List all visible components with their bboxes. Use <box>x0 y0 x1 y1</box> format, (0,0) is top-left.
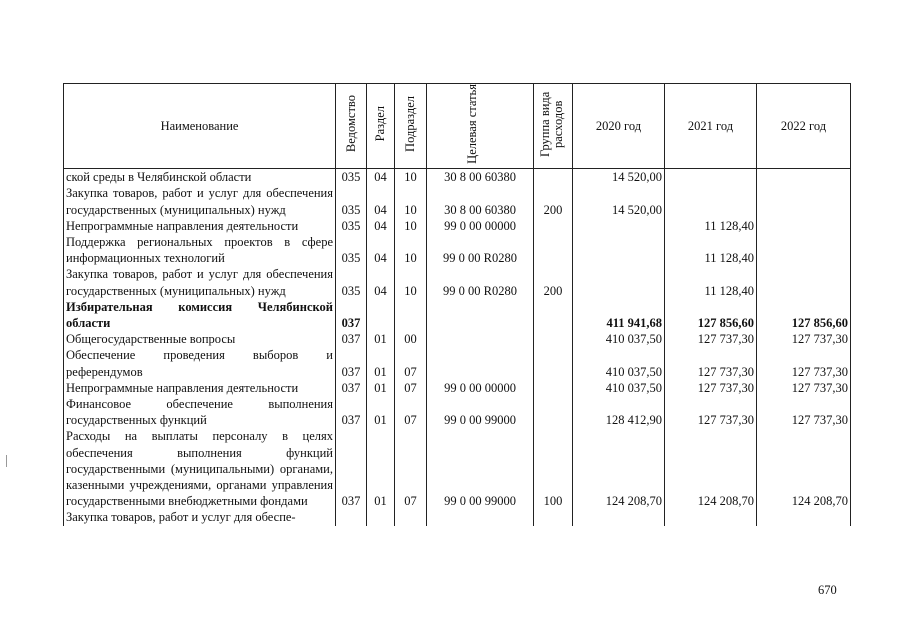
cell-v2022: 127 737,30 <box>757 396 851 428</box>
cell-ved: 037 <box>336 331 367 347</box>
cell-name: Непрограммные направления деятельности <box>64 380 336 396</box>
cell-name: Общегосударственные вопросы <box>64 331 336 347</box>
cell-name: Избирательная комиссия Челябинской области <box>64 299 336 331</box>
cell-razd: 01 <box>367 380 395 396</box>
cell-v2022 <box>757 509 851 525</box>
cell-grp <box>534 331 573 347</box>
cell-stat <box>427 331 534 347</box>
cell-name: Закупка товаров, работ и услуг для обеспечения государственных (муниципальных) нужд <box>64 266 336 298</box>
cell-podr: 10 <box>395 266 427 298</box>
cell-v2022 <box>757 234 851 266</box>
table-row <box>64 509 851 525</box>
cell-grp <box>534 299 573 331</box>
cell-podr: 07 <box>395 428 427 509</box>
cell-razd: 04 <box>367 218 395 234</box>
header-2021: 2021 год <box>665 84 757 169</box>
header-name: Наименование <box>64 84 336 169</box>
cell-name: Поддержка региональных проектов в сфере информационных технологий <box>64 234 336 266</box>
table-row <box>64 185 851 217</box>
cell-podr: 07 <box>395 380 427 396</box>
cell-v2021: 127 737,30 <box>665 347 757 379</box>
cell-podr <box>395 509 427 525</box>
header-statya: Целевая статья <box>427 84 534 169</box>
cell-ved: 037 <box>336 347 367 379</box>
cell-name: Расходы на выплаты персоналу в целях обеспечения выполнения функций государственными (муниципальными) органами, казенными учреждениями, органами управления государственными внебюджетными фондами <box>64 428 336 509</box>
cell-v2021: 127 737,30 <box>665 380 757 396</box>
cell-v2020 <box>573 266 665 298</box>
cell-name: ской среды в Челябинской области <box>64 169 336 186</box>
cell-podr: 07 <box>395 396 427 428</box>
cell-ved <box>336 509 367 525</box>
cell-v2022: 124 208,70 <box>757 428 851 509</box>
cell-v2020: 128 412,90 <box>573 396 665 428</box>
cell-name: Закупка товаров, работ и услуг для обеспечения государственных (муниципальных) нужд <box>64 185 336 217</box>
cell-stat: 30 8 00 60380 <box>427 169 534 186</box>
cell-name: Финансовое обеспечение выполнения государственных функций <box>64 396 336 428</box>
cell-stat: 99 0 00 99000 <box>427 396 534 428</box>
cell-razd <box>367 509 395 525</box>
cell-v2021: 11 128,40 <box>665 266 757 298</box>
cell-razd: 01 <box>367 331 395 347</box>
table-row <box>64 266 851 298</box>
cell-grp <box>534 218 573 234</box>
cell-name: Закупка товаров, работ и услуг для обеспе- <box>64 509 336 525</box>
header-vedomstvo: Ведомство <box>336 84 367 169</box>
cell-podr: 10 <box>395 185 427 217</box>
cell-v2020: 14 520,00 <box>573 185 665 217</box>
cell-name: Обеспечение проведения выборов и референдумов <box>64 347 336 379</box>
budget-table <box>63 83 851 526</box>
cell-v2021 <box>665 509 757 525</box>
cell-v2020: 14 520,00 <box>573 169 665 186</box>
cell-razd <box>367 299 395 331</box>
table-row <box>64 396 851 428</box>
cell-v2020 <box>573 234 665 266</box>
table-row <box>64 347 851 379</box>
cell-ved: 037 <box>336 396 367 428</box>
cell-stat <box>427 299 534 331</box>
table-header-row <box>64 84 851 169</box>
cell-razd: 04 <box>367 169 395 186</box>
cell-v2021: 127 856,60 <box>665 299 757 331</box>
cell-v2022 <box>757 169 851 186</box>
header-gruppa: Группа вида расходов <box>534 84 573 169</box>
cell-stat: 99 0 00 00000 <box>427 218 534 234</box>
cell-v2020: 410 037,50 <box>573 380 665 396</box>
cell-ved: 035 <box>336 266 367 298</box>
table-row <box>64 299 851 331</box>
cell-v2021: 127 737,30 <box>665 331 757 347</box>
cell-v2020 <box>573 218 665 234</box>
cell-podr: 10 <box>395 218 427 234</box>
header-2020: 2020 год <box>573 84 665 169</box>
cell-podr: 07 <box>395 347 427 379</box>
cell-podr <box>395 299 427 331</box>
cell-podr: 10 <box>395 169 427 186</box>
table-row <box>64 380 851 396</box>
cell-grp <box>534 396 573 428</box>
cell-stat: 99 0 00 R0280 <box>427 234 534 266</box>
cell-ved: 035 <box>336 169 367 186</box>
cell-grp <box>534 347 573 379</box>
cell-v2020: 411 941,68 <box>573 299 665 331</box>
cell-grp: 200 <box>534 185 573 217</box>
cell-grp <box>534 509 573 525</box>
cell-stat <box>427 347 534 379</box>
cell-v2021 <box>665 169 757 186</box>
cell-v2022 <box>757 266 851 298</box>
page-number: 670 <box>818 583 837 597</box>
cell-v2022: 127 856,60 <box>757 299 851 331</box>
cell-v2021: 127 737,30 <box>665 396 757 428</box>
cell-name: Непрограммные направления деятельности <box>64 218 336 234</box>
cell-ved: 037 <box>336 380 367 396</box>
table-row <box>64 331 851 347</box>
table-row <box>64 169 851 186</box>
cell-v2022 <box>757 218 851 234</box>
cell-razd: 04 <box>367 185 395 217</box>
cell-stat <box>427 509 534 525</box>
header-razdel: Раздел <box>367 84 395 169</box>
cell-v2021 <box>665 185 757 217</box>
cell-grp <box>534 234 573 266</box>
cell-v2020: 410 037,50 <box>573 347 665 379</box>
cell-razd: 01 <box>367 347 395 379</box>
cell-ved: 035 <box>336 218 367 234</box>
cell-v2021: 124 208,70 <box>665 428 757 509</box>
cell-grp: 100 <box>534 428 573 509</box>
cell-razd: 04 <box>367 266 395 298</box>
cell-ved: 037 <box>336 299 367 331</box>
table-row <box>64 218 851 234</box>
cell-v2022: 127 737,30 <box>757 331 851 347</box>
cell-stat: 99 0 00 99000 <box>427 428 534 509</box>
table-row <box>64 234 851 266</box>
table-row <box>64 428 851 509</box>
cell-stat: 99 0 00 R0280 <box>427 266 534 298</box>
cell-razd: 01 <box>367 396 395 428</box>
cell-grp <box>534 169 573 186</box>
cell-razd: 01 <box>367 428 395 509</box>
header-podrazdel: Подраздел <box>395 84 427 169</box>
cell-v2022 <box>757 185 851 217</box>
header-2022: 2022 год <box>757 84 851 169</box>
cell-podr: 00 <box>395 331 427 347</box>
cell-grp <box>534 380 573 396</box>
cell-ved: 035 <box>336 185 367 217</box>
cell-v2021: 11 128,40 <box>665 234 757 266</box>
cell-v2021: 11 128,40 <box>665 218 757 234</box>
cell-stat: 99 0 00 00000 <box>427 380 534 396</box>
cell-grp: 200 <box>534 266 573 298</box>
cell-v2020 <box>573 509 665 525</box>
cell-v2022: 127 737,30 <box>757 347 851 379</box>
cell-podr: 10 <box>395 234 427 266</box>
scan-edge-mark <box>6 455 7 467</box>
cell-stat: 30 8 00 60380 <box>427 185 534 217</box>
table-body <box>64 169 851 526</box>
cell-v2022: 127 737,30 <box>757 380 851 396</box>
cell-v2020: 410 037,50 <box>573 331 665 347</box>
cell-ved: 035 <box>336 234 367 266</box>
cell-v2020: 124 208,70 <box>573 428 665 509</box>
cell-ved: 037 <box>336 428 367 509</box>
cell-razd: 04 <box>367 234 395 266</box>
